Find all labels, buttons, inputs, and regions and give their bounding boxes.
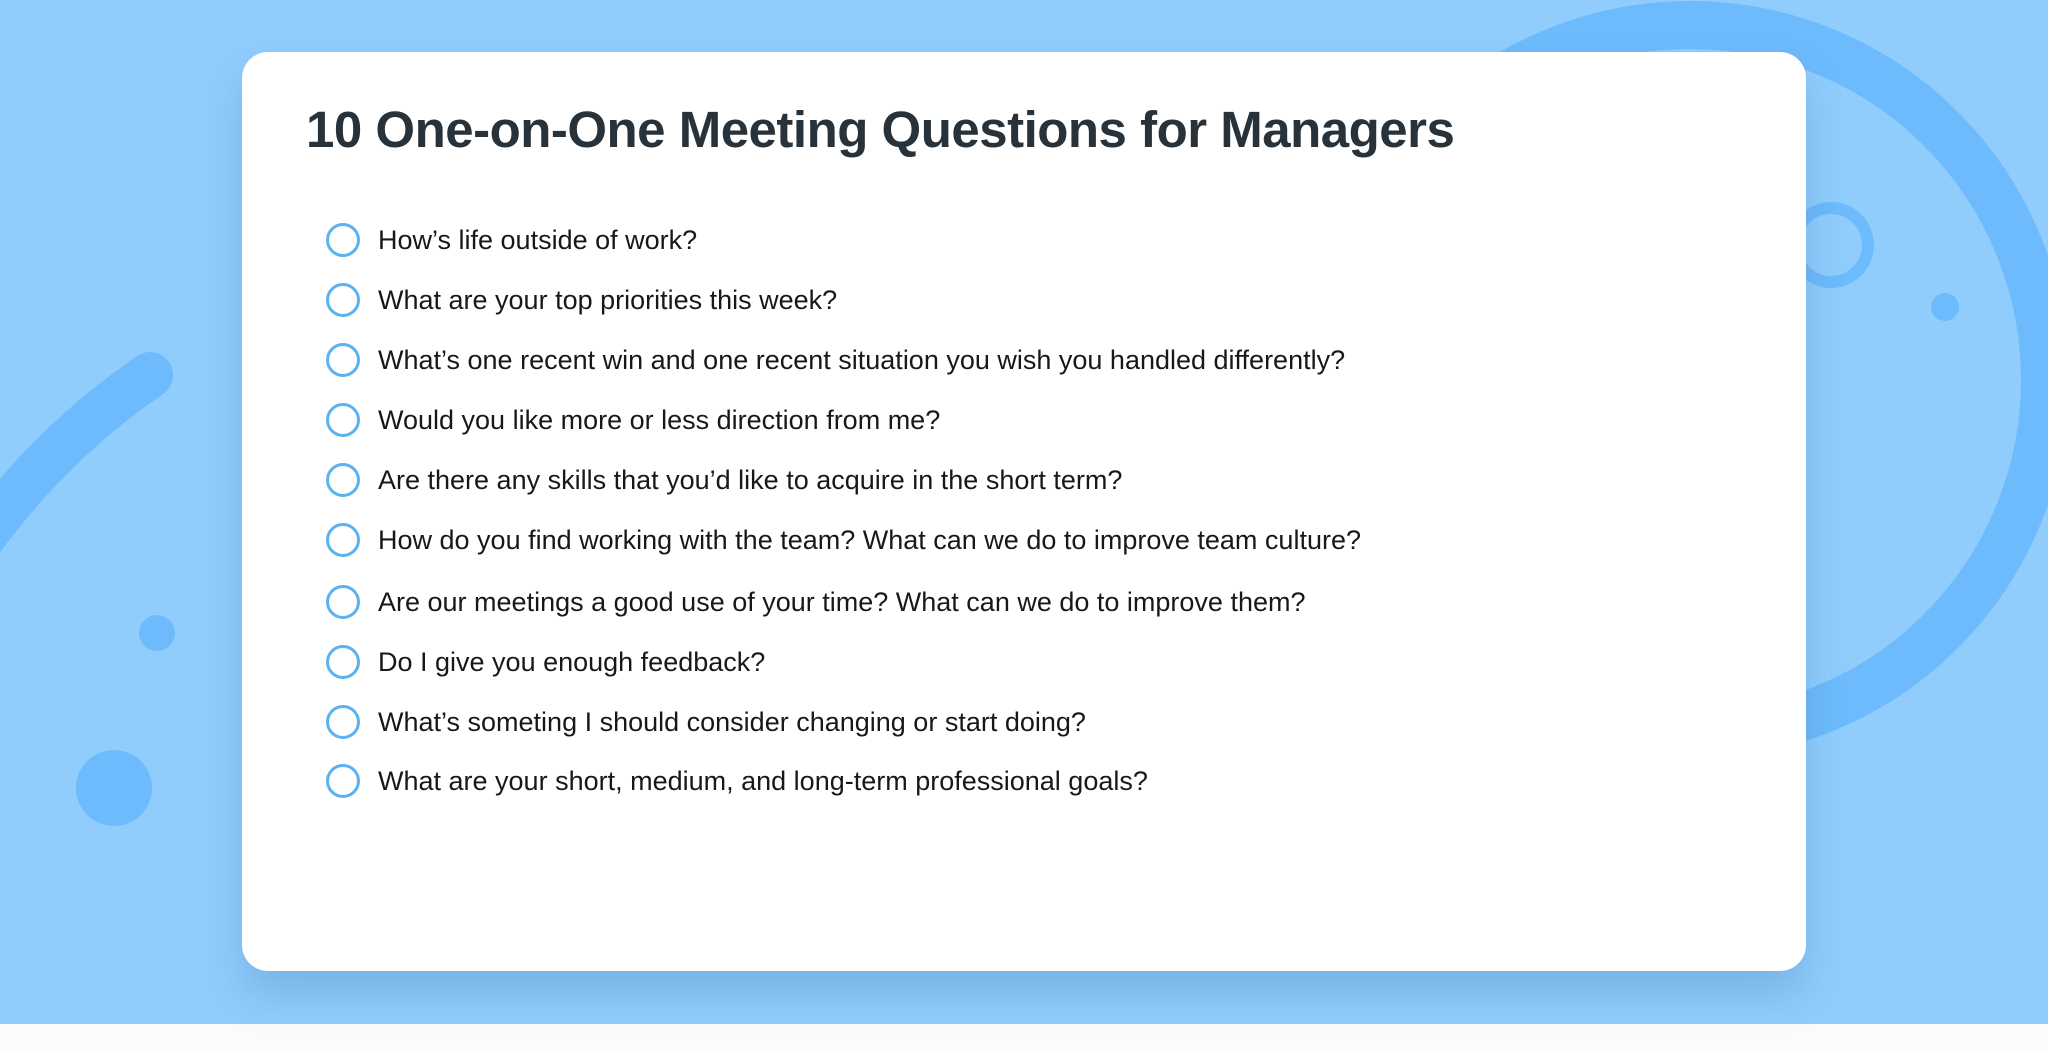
circle-outline-icon[interactable] <box>326 705 360 739</box>
checklist-item-label: Are there any skills that you’d like to acquire in the short term? <box>378 464 1123 495</box>
checklist-item-label: What are your top priorities this week? <box>378 284 838 315</box>
checklist-item[interactable] <box>326 582 1305 622</box>
checklist-item[interactable] <box>326 400 940 440</box>
checklist-item-label: Would you like more or less direction from me? <box>378 404 941 435</box>
circle-outline-icon[interactable] <box>326 523 360 557</box>
dot-decoration <box>139 615 175 651</box>
circle-outline-icon[interactable] <box>326 403 360 437</box>
checklist-item-label: Do I give you enough feedback? <box>378 646 766 677</box>
checklist-item-label: What’s one recent win and one recent situation you wish you handled differently? <box>378 344 1346 375</box>
circle-outline-icon[interactable] <box>326 343 360 377</box>
checklist-item[interactable] <box>326 520 1361 560</box>
bottom-strip <box>0 1024 2048 1052</box>
circle-outline-icon[interactable] <box>326 463 360 497</box>
checklist-item[interactable] <box>326 702 1086 742</box>
left-arc-decoration <box>0 375 150 640</box>
checklist-item-label: How’s life outside of work? <box>378 224 698 255</box>
circle-outline-icon[interactable] <box>326 645 360 679</box>
dot-decoration <box>76 750 152 826</box>
checklist-item[interactable] <box>326 280 837 320</box>
circle-outline-icon[interactable] <box>326 283 360 317</box>
checklist-item[interactable] <box>326 642 765 682</box>
checklist-item-label: What are your short, medium, and long-term professional goals? <box>378 765 1148 796</box>
checklist-item[interactable] <box>326 220 697 260</box>
checklist-item-label: Are our meetings a good use of your time? What can we do to improve them? <box>378 586 1306 617</box>
checklist-item[interactable] <box>326 761 1148 801</box>
checklist-item-label: What’s someting I should consider changing or start doing? <box>378 706 1086 737</box>
checklist-item[interactable] <box>326 460 1122 500</box>
checklist-item-label: How do you find working with the team? What can we do to improve team culture? <box>378 524 1361 555</box>
circle-outline-icon[interactable] <box>326 223 360 257</box>
checklist-card <box>242 52 1806 971</box>
circle-outline-icon[interactable] <box>326 764 360 798</box>
circle-outline-icon[interactable] <box>326 585 360 619</box>
checklist-item[interactable] <box>326 340 1345 380</box>
page-title: 10 One-on-One Meeting Questions for Managers <box>306 101 1455 158</box>
dot-decoration <box>1931 293 1959 321</box>
